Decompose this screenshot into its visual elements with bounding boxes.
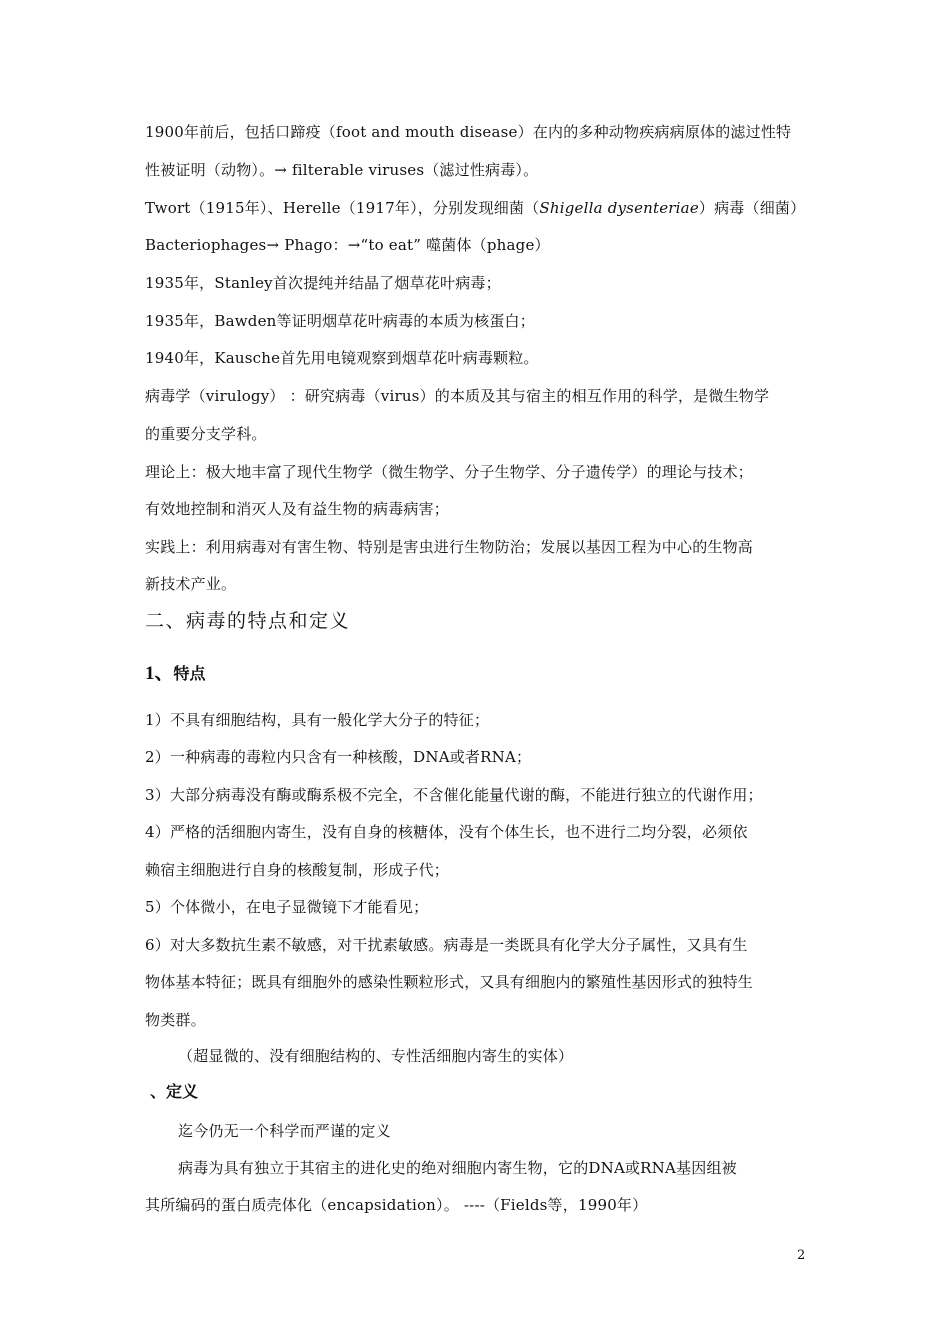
feature-4-line-1: 4）严格的活细胞内寄生，没有自身的核糖体，没有个体生长，也不进行二均分裂，必须依 <box>145 823 748 841</box>
history-line-4: Bacteriophages→ Phago：→“to eat” 噬菌体（phage） <box>145 236 550 254</box>
virology-practice-line-1: 实践上：利用病毒对有害生物、特别是害虫进行生物防治；发展以基因工程为中心的生物高 <box>145 538 754 556</box>
history-line-3-text: Twort（1915年）、Herelle（1917年），分别发现细菌（ <box>145 199 540 217</box>
feature-6-line-1: 6）对大多数抗生素不敏感，对干扰素敏感。病毒是一类既具有化学大分子属性，又具有生 <box>145 936 748 954</box>
history-line-2: 性被证明（动物）。→ filterable viruses（滤过性病毒）。 <box>145 161 539 179</box>
subsection-2-heading: 、定义 <box>150 1082 199 1101</box>
summary-line: （超显微的、没有细胞结构的、专性活细胞内寄生的实体） <box>178 1047 574 1065</box>
feature-4-line-2: 赖宿主细胞进行自身的核酸复制，形成子代； <box>145 861 450 879</box>
feature-5: 5）个体微小，在电子显微镜下才能看见； <box>145 898 429 916</box>
history-line-6: 1935年，Bawden等证明烟草花叶病毒的本质为核蛋白； <box>145 312 535 330</box>
virology-practice-line-2: 新技术产业。 <box>145 575 237 593</box>
feature-2: 2）一种病毒的毒粒内只含有一种核酸，DNA或者RNA； <box>145 748 532 766</box>
subsection-1-heading <box>145 662 206 686</box>
virology-definition-line-1: 病毒学（virulogy） ：研究病毒（virus）的本质及其与宿主的相互作用的科学，是微生物学 <box>145 387 770 405</box>
page-number: 2 <box>797 1248 806 1263</box>
history-line-1: 1900年前后，包括口蹄疫（foot and mouth disease）在内的多种动物疾病病原体的滤过性特 <box>145 123 792 141</box>
history-line-7: 1940年，Kausche首先用电镜观察到烟草花叶病毒颗粒。 <box>145 349 539 367</box>
virology-definition-line-2: 的重要分支学科。 <box>145 425 267 443</box>
virology-theory-line-1: 理论上：极大地丰富了现代生物学（微生物学、分子生物学、分子遗传学）的理论与技术； <box>145 463 754 481</box>
definition-line-3: 其所编码的蛋白质壳体化（encapsidation）。 ----（Fields等，1990年） <box>145 1196 648 1214</box>
history-line-3-tail: ）病毒（细菌） <box>698 199 806 217</box>
virology-theory-line-2: 有效地控制和消灭人及有益生物的病毒病害； <box>145 500 450 518</box>
history-line-3 <box>145 198 815 218</box>
species-name: Shigella dysenteriae <box>539 199 699 217</box>
feature-1: 1）不具有细胞结构，具有一般化学大分子的特征； <box>145 711 490 729</box>
feature-6-line-2: 物体基本特征；既具有细胞外的感染性颗粒形式，又具有细胞内的繁殖性基因形式的独特生 <box>145 973 754 991</box>
definition-line-2: 病毒为具有独立于其宿主的进化史的绝对细胞内寄生物，它的DNA或RNA基因组被 <box>178 1159 737 1177</box>
section-2-heading: 二、病毒的特点和定义 <box>145 610 351 632</box>
subsection-1-label: 特点 <box>173 664 206 683</box>
history-line-5: 1935年，Stanley首次提纯并结晶了烟草花叶病毒； <box>145 274 501 292</box>
feature-6-line-3: 物类群。 <box>145 1011 206 1029</box>
definition-line-1: 迄今仍无一个科学而严谨的定义 <box>178 1122 391 1140</box>
feature-3: 3）大部分病毒没有酶或酶系极不完全，不含催化能量代谢的酶，不能进行独立的代谢作用； <box>145 786 763 804</box>
subsection-1-number: 1、 <box>145 663 174 684</box>
